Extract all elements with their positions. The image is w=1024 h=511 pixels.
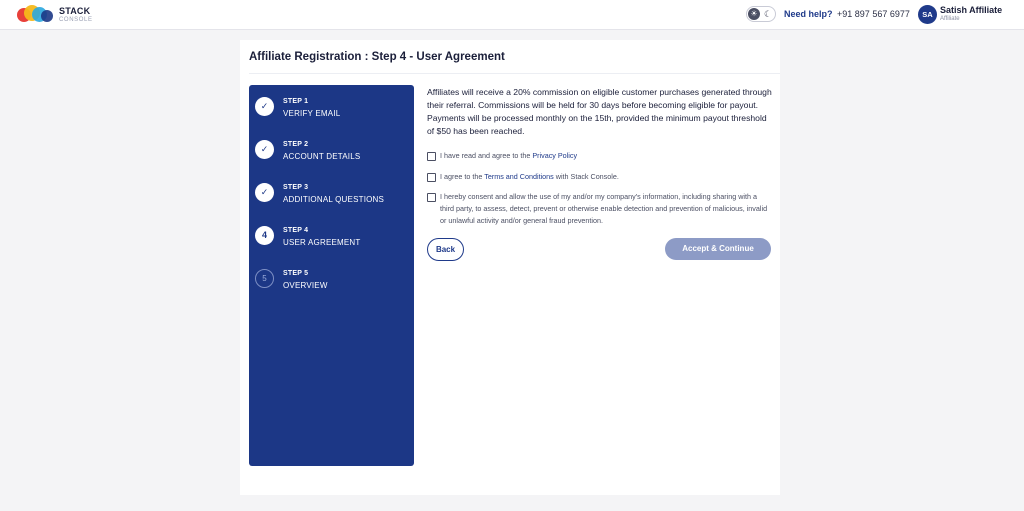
step-number: STEP 2 [283,141,309,148]
step-number-icon: 5 [255,269,274,288]
moon-icon: ☾ [764,9,773,19]
title-divider [249,73,780,74]
registration-card [240,40,780,495]
top-bar [0,0,1024,30]
accept-continue-button[interactable]: Accept & Continue [665,238,771,260]
step-item-user-agreement [255,221,410,251]
step-label: ADDITIONAL QUESTIONS [283,195,385,204]
user-name[interactable]: Satish Affiliate [940,5,1003,15]
terms-prefix: I agree to the [440,172,485,181]
terms-suffix: with Stack Console. [553,172,619,181]
step-number: STEP 4 [283,227,309,234]
help-contact [784,9,910,19]
privacy-policy-label [440,150,577,162]
consent-label: I hereby consent and allow the use of my and/or my company's information, including sharing with a third party, to assess, detect, prevent or otherwise enable detection and prevention of malicious, invalid or unlawful activity and/or general fraud prevention. [440,192,768,225]
step-label: ACCOUNT DETAILS [283,152,361,161]
privacy-prefix: I have read and agree to the [440,151,533,160]
privacy-policy-link[interactable]: Privacy Policy [532,151,578,160]
terms-label [440,171,619,183]
page-title: Affiliate Registration : Step 4 - User Agreement [249,51,505,63]
consent-checkbox[interactable] [427,193,436,202]
check-icon: ✓ [255,97,274,116]
step-label: OVERVIEW [283,281,328,290]
agreement-content [427,86,772,254]
step-number: STEP 1 [283,98,309,105]
check-icon: ✓ [255,183,274,202]
help-phone-number[interactable]: +91 897 567 6977 [837,9,910,19]
step-label: VERIFY EMAIL [283,109,341,118]
step-item-verify-email [255,92,410,122]
step-number-icon: 4 [255,226,274,245]
commission-terms-text: Affiliates will receive a 20% commission on eligible customer purchases generated through their referral. Commissions will be held for 30 days before becoming eligible for payout. Payments will be processed monthly on the 15th, provided the minimum payout threshold of $50 has been reached. [427,87,772,136]
steps-panel [249,85,414,466]
step-label: USER AGREEMENT [283,238,361,247]
need-help-label: Need help? [784,9,833,19]
stack-console-logo[interactable] [17,4,97,26]
terms-checkbox[interactable] [427,173,436,182]
step-item-overview [255,264,410,294]
step-item-account-details [255,135,410,165]
theme-toggle[interactable] [746,6,776,22]
privacy-policy-checkbox[interactable] [427,152,436,161]
step-number: STEP 3 [283,184,309,191]
logo-subtitle: CONSOLE [59,17,93,23]
check-icon: ✓ [255,140,274,159]
logo-mark-icon [17,5,55,25]
step-item-additional-questions [255,178,410,208]
back-button[interactable]: Back [427,238,464,261]
logo-title: STACK [59,6,91,16]
terms-and-conditions-link[interactable]: Terms and Conditions [484,172,554,181]
step-number: STEP 5 [283,270,309,277]
user-role: Affiliate [940,16,960,22]
user-avatar[interactable]: SA [918,5,937,24]
sun-icon: ☀ [748,8,760,20]
